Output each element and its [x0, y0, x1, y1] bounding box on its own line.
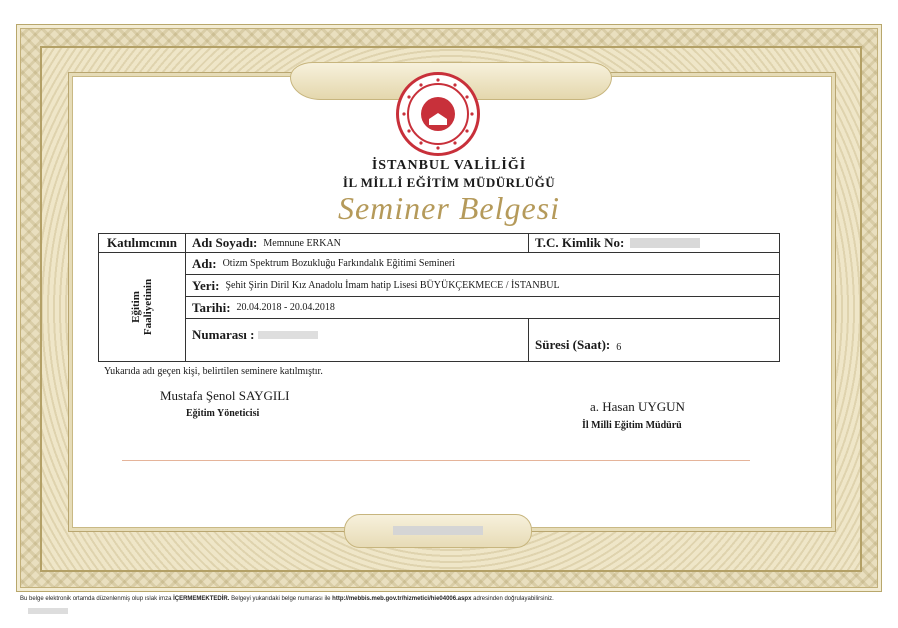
footer-text-2: Belgeyi yukarıdaki belge numarası ile [229, 596, 333, 602]
ministry-seal-icon [396, 72, 480, 156]
footer-text-3: adresinden doğrulayabilirsiniz. [471, 596, 554, 602]
participant-label-cell [98, 233, 186, 253]
footer-url[interactable]: http://mebbis.meb.gov.tr/hizmetici/hie04006.aspx [332, 596, 472, 602]
verification-footer [20, 596, 880, 602]
participant-label: Katılımcının [106, 235, 178, 250]
place-cell [185, 274, 780, 297]
number-redacted [258, 331, 318, 339]
name-cell [185, 233, 529, 253]
activity-label-cell [98, 252, 186, 362]
place-value: Şehit Şirin Diril Kız Anadolu İmam hatip Lisesi BÜYÜKÇEKMECE / İSTANBUL [225, 280, 560, 291]
duration-label: Süresi (Saat): [535, 337, 611, 352]
date-cell [185, 296, 780, 319]
institution-line1: İSTANBUL VALİLİĞİ [371, 158, 527, 173]
participant-form [98, 233, 780, 363]
right-signatory-role: İl Milli Eğitim Müdürü [582, 420, 682, 431]
footer-text-1: Bu belge elektronik ortamda düzenlenmiş olup ıslak imza [20, 596, 174, 602]
tc-redacted [630, 238, 700, 248]
activity-label-line1: Eğitim [129, 291, 142, 323]
document-number-redacted [393, 526, 483, 535]
place-label: Yeri: [192, 277, 220, 293]
footer-bold-1: İÇERMEMEKTEDİR. [173, 596, 230, 602]
left-signatory-name: Mustafa Şenol SAYGILI [160, 388, 290, 403]
attendance-statement: Yukarıda adı geçen kişi, belirtilen seminere katılmıştır. [104, 366, 323, 377]
activity-name-label: Adı: [192, 255, 217, 271]
document-number-oval [344, 514, 532, 548]
activity-label-line2: Faaliyetinin [141, 278, 154, 336]
cropped-footer-fragment [28, 608, 68, 614]
certificate-title: Seminer Belgesi [337, 190, 561, 226]
name-label: Adı Soyadı: [192, 235, 258, 250]
divider-line [122, 460, 750, 461]
duration-cell [528, 318, 780, 362]
duration-value: 6 [616, 342, 622, 353]
left-signatory-role: Eğitim Yöneticisi [186, 408, 260, 419]
date-value: 20.04.2018 - 20.04.2018 [236, 302, 335, 313]
activity-label [130, 279, 154, 335]
tc-label: T.C. Kimlik No: [535, 235, 625, 250]
activity-name-cell [185, 252, 780, 275]
number-label: Numarası : [192, 327, 255, 342]
tc-cell [528, 233, 780, 253]
activity-name-value: Otizm Spektrum Bozukluğu Farkındalık Eğitimi Semineri [222, 258, 456, 269]
right-signatory-name: a. Hasan UYGUN [590, 399, 685, 414]
number-cell [185, 318, 529, 362]
institution-line2: İL MİLLİ EĞİTİM MÜDÜRLÜĞÜ [342, 175, 556, 190]
date-label: Tarihi: [192, 299, 231, 315]
name-value: Memnune ERKAN [263, 237, 341, 249]
